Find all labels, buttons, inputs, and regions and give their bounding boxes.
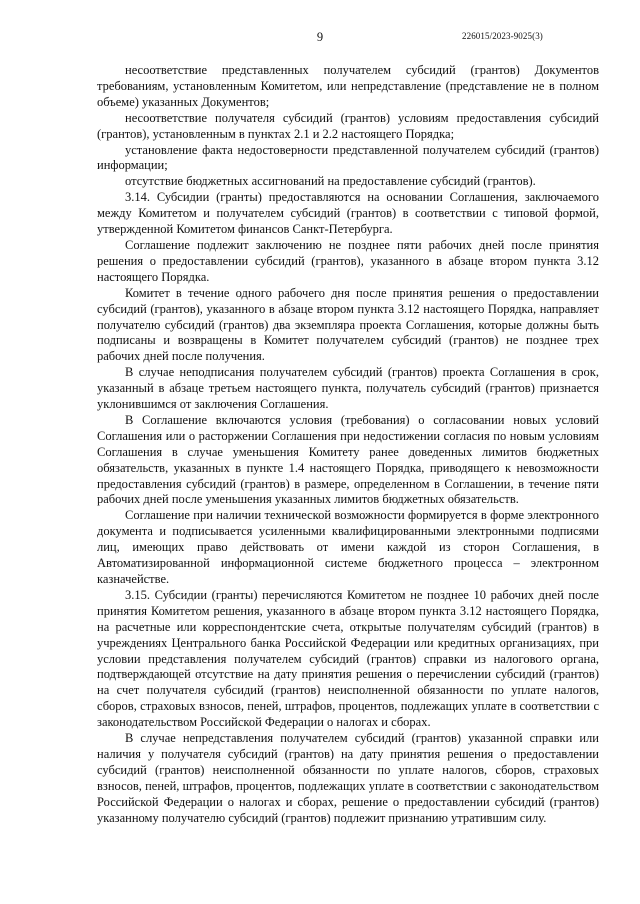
page-number: 9: [316, 30, 324, 44]
paragraph: Соглашение при наличии технической возможности формируется в форме электронного документа и подписывается усиленными квалифицированными электронными подписями лиц, имеющих право действовать от имени каждой из сторон Соглашения, в Автоматизированной информационной системе бюджетного процесса – электронном казначействе.: [97, 508, 599, 586]
paragraph: отсутствие бюджетных ассигнований на предоставление субсидий (грантов).: [125, 174, 536, 189]
paragraph: несоответствие представленных получателем субсидий (грантов) Документов требованиям, установленным Комитетом, или непредставление (представление не в полном объеме) указанных Документов;: [97, 63, 599, 109]
paragraph: В случае непредставления получателем субсидий (грантов) указанной справки или наличия у получателя субсидий (грантов) на дату принятия решения о предоставлении субсидий (грантов) неисполненной обязанности по уплате налогов, сборов, страховых взносов, пеней, штрафов, процентов, подлежащих уплате в соответствии с законодательством Российской Федерации о налогах и сборах, решение о предоставлении субсидий (грантов) указанному получателю субсидий (грантов) подлежит признанию утратившим силу.: [97, 731, 599, 825]
document-body: [97, 63, 599, 827]
document-registration-number: 226015/2023-9025(3): [462, 31, 543, 41]
paragraph: В случае неподписания получателем субсидий (грантов) проекта Соглашения в срок, указанный в абзаце третьем настоящего пункта, получатель субсидий (грантов) признается уклонившимся от заключения Соглашения.: [97, 365, 599, 412]
paragraph: Соглашение подлежит заключению не позднее пяти рабочих дней после принятия решения о предоставлении субсидий (грантов), указанного в абзаце втором пункта 3.12 настоящего Порядка.: [97, 237, 599, 284]
paragraph-3-14: 3.14. Субсидии (гранты) предоставляются на основании Соглашения, заключаемого между Комитетом и получателем субсидий (грантов) в соответствии с типовой формой, утвержденной Комитетом финансов Санкт-Петербурга.: [97, 190, 599, 237]
paragraph: В Соглашение включаются условия (требования) о согласовании новых условий Соглашения или о расторжении Соглашения при недостижении согласия по новым условиям Соглашения в случае уменьшения Комитету ранее доведенных лимитов бюджетных обязательств, указанных в пункте 1.4 настоящего Порядка, приводящего к невозможности предоставления субсидий (грантов) в размере, определенном в Соглашении, в течение пяти рабочих дней после уменьшения указанных лимитов бюджетных обязательств.: [97, 412, 599, 507]
paragraph-3-15: 3.15. Субсидии (гранты) перечисляются Комитетом не позднее 10 рабочих дней после принятия Комитетом решения, указанного в абзаце втором пункта 3.12 настоящего Порядка, на расчетные или корреспондентские счета, открытые получателям субсидий (грантов) в учреждениях Центрального банка Российской Федерации или кредитных организациях, при условии представления получателем субсидий (грантов) справки из налогового органа, подтверждающей отсутствие на дату принятия решения о перечислении субсидий (грантов) на счет получателя субсидий (грантов) неисполненной обязанности по уплате налогов, сборов, страховых взносов, пеней, штрафов, процентов, подлежащих уплате в соответствии с законодательством Российской Федерации о налогах и сборах.: [97, 587, 599, 730]
paragraph: Комитет в течение одного рабочего дня после принятия решения о предоставлении субсидий (грантов), указанного в абзаце втором пункта 3.12 настоящего Порядка, направляет получателю субсидий (грантов) два экземпляра проекта Соглашения, которые должны быть подписаны и возвращены в Комитет получателем субсидий (грантов) не позднее трех рабочих дней после получения.: [97, 285, 599, 364]
paragraph: несоответствие получателя субсидий (грантов) условиям предоставления субсидий (грантов), установленным в пунктах 2.1 и 2.2 настоящего Порядка;: [97, 110, 599, 141]
paragraph: установление факта недостоверности представленной получателем субсидий (грантов) информации;: [97, 142, 599, 173]
